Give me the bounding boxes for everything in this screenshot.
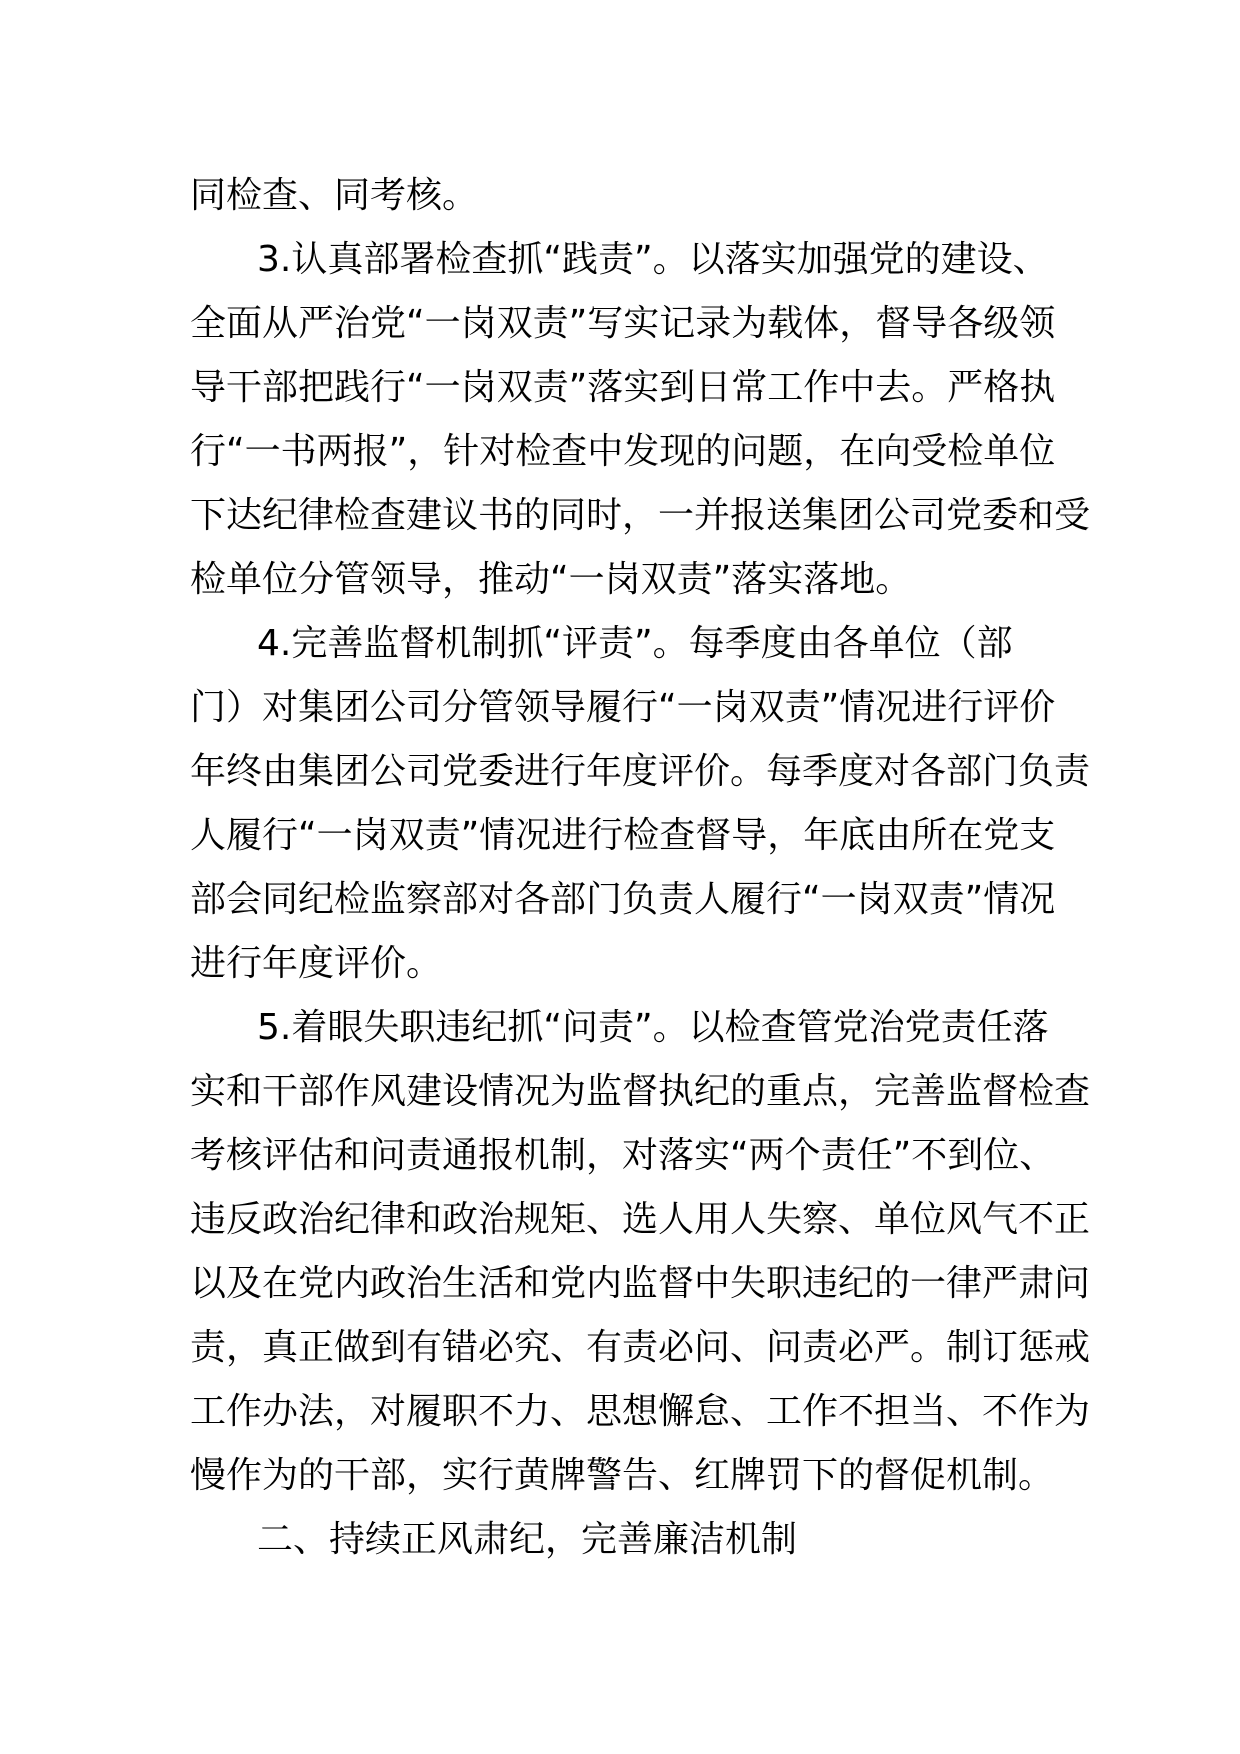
paragraph-3-first-line: 3.认真部署检查抓“践责”。以落实加强党的建设、 <box>257 239 1049 280</box>
text-line: 下达纪律检查建议书的同时，一并报送集团公司党委和受 <box>190 495 1091 536</box>
paragraph-5-first-line: 5.着眼失职违纪抓“问责”。以检查管党治党责任落 <box>257 1007 1049 1048</box>
text-line: 进行年度评价。 <box>190 943 443 984</box>
text-line: 工作办法，对履职不力、思想懈怠、工作不担当、不作为 <box>190 1391 1091 1432</box>
text-line: 责，真正做到有错必究、有责必问、问责必严。制订惩戒 <box>190 1327 1091 1368</box>
text-line: 导干部把践行“一岗双责”落实到日常工作中去。严格执 <box>190 367 1056 408</box>
text-line: 部会同纪检监察部对各部门负责人履行“一岗双责”情况 <box>190 879 1056 920</box>
text-line: 门）对集团公司分管领导履行“一岗双责”情况进行评价 <box>190 687 1056 728</box>
text-line: 全面从严治党“一岗双责”写实记录为载体，督导各级领 <box>190 303 1056 344</box>
paragraph-4-first-line: 4.完善监督机制抓“评责”。每季度由各单位（部 <box>257 623 1013 664</box>
text-line: 考核评估和问责通报机制，对落实“两个责任”不到位、 <box>190 1135 1056 1176</box>
text-line: 以及在党内政治生活和党内监督中失职违纪的一律严肃问 <box>190 1263 1091 1304</box>
text-line: 慢作为的干部，实行黄牌警告、红牌罚下的督促机制。 <box>190 1455 1055 1496</box>
text-line: 违反政治纪律和政治规矩、选人用人失察、单位风气不正 <box>190 1199 1091 1240</box>
text-line: 实和干部作风建设情况为监督执纪的重点，完善监督检查 <box>190 1071 1091 1112</box>
section-heading: 二、持续正风肃纪，完善廉洁机制 <box>257 1519 798 1560</box>
text-line: 年终由集团公司党委进行年度评价。每季度对各部门负责 <box>190 751 1091 792</box>
text-line: 行“一书两报”，针对检查中发现的问题，在向受检单位 <box>190 431 1056 472</box>
text-line: 检单位分管领导，推动“一岗双责”落实落地。 <box>190 559 912 600</box>
text-line: 人履行“一岗双责”情况进行检查督导，年底由所在党支 <box>190 815 1056 856</box>
text-line: 同检查、同考核。 <box>190 175 479 216</box>
